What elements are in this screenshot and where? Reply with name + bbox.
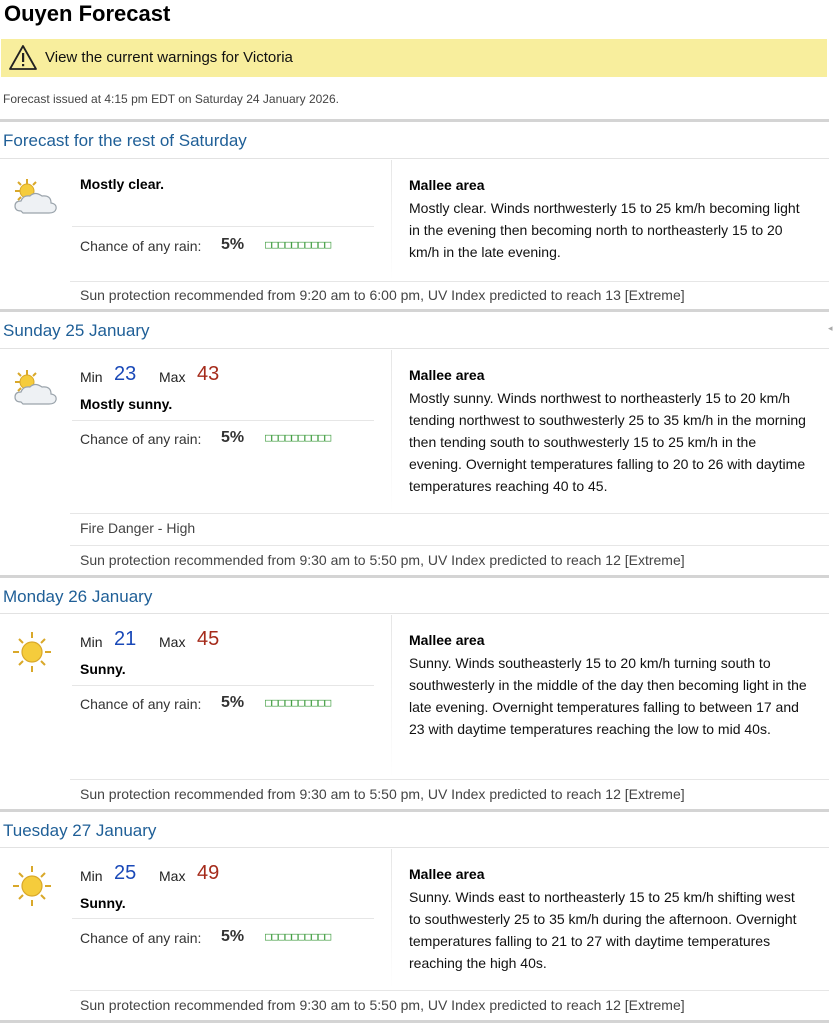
column-divider	[391, 350, 392, 512]
column-divider	[391, 615, 392, 777]
section-rule	[0, 575, 829, 578]
min-temp-label: Min	[80, 868, 103, 884]
rain-amount-boxes: □□□□□□□□□□	[265, 930, 332, 943]
precis-text: Mostly sunny.	[80, 396, 173, 412]
divider	[72, 685, 374, 686]
sunny-icon	[7, 864, 59, 908]
warnings-banner[interactable]	[1, 39, 827, 77]
min-temp-value: 21	[114, 628, 137, 650]
divider	[70, 545, 829, 546]
divider	[72, 918, 374, 919]
section-rule	[0, 309, 829, 312]
divider	[70, 513, 829, 514]
area-title: Mallee area	[409, 177, 485, 193]
heading-divider	[0, 613, 829, 614]
divider	[70, 281, 829, 282]
divider	[70, 779, 829, 780]
rain-chance-value: 5%	[221, 928, 245, 945]
divider	[72, 420, 374, 421]
day-heading: Forecast for the rest of Saturday	[3, 131, 247, 150]
min-temp-value: 25	[114, 862, 137, 884]
precis-text: Sunny.	[80, 661, 126, 677]
column-divider	[391, 849, 392, 989]
max-temp-value: 43	[197, 363, 220, 385]
heading-divider	[0, 847, 829, 848]
fire-danger-text: Fire Danger - High	[80, 520, 196, 536]
area-forecast-text: Sunny. Winds east to northeasterly 15 to 25 km/h shifting west to southwesterly 25 to 35 km/h during the afternoon. Overnight temperatures falling to 21 to 27 with daytime temperatures reaching the high 40s.	[409, 889, 797, 971]
max-temp-label: Max	[159, 634, 186, 650]
rain-chance-value: 5%	[221, 236, 245, 253]
day-heading: Sunday 25 January	[3, 321, 150, 340]
warnings-link[interactable]: View the current warnings for Victoria	[45, 49, 293, 66]
partly-cloudy-icon	[7, 366, 59, 410]
scroll-arrow-icon[interactable]: ◂	[828, 323, 833, 333]
precis-text: Sunny.	[80, 895, 126, 911]
rain-chance-value: 5%	[221, 694, 245, 711]
sun-protection-text: Sun protection recommended from 9:20 am to 6:00 pm, UV Index predicted to reach 13 [Extreme]	[80, 287, 685, 303]
min-temp-label: Min	[80, 634, 103, 650]
partly-cloudy-icon	[7, 175, 59, 219]
heading-divider	[0, 348, 829, 349]
section-rule	[0, 809, 829, 812]
sun-protection-text: Sun protection recommended from 9:30 am to 5:50 pm, UV Index predicted to reach 12 [Extreme]	[80, 997, 685, 1013]
sunny-icon	[7, 630, 59, 674]
forecast-issued-text: Forecast issued at 4:15 pm EDT on Saturday 24 January 2026.	[3, 92, 339, 106]
min-temp-value: 23	[114, 363, 137, 385]
area-forecast-text: Mostly clear. Winds northwesterly 15 to 25 km/h becoming light in the evening then becoming north to northeasterly 15 to 20 km/h in the late evening.	[409, 200, 800, 260]
precis-text: Mostly clear.	[80, 176, 165, 192]
section-rule	[0, 1020, 829, 1023]
divider	[72, 226, 374, 227]
area-forecast-text: Sunny. Winds southeasterly 15 to 20 km/h turning south to southwesterly in the middle of the day then becoming light in the late evening. Overnight temperatures falling to between 17 and 23 with daytime temperatures reaching the low to mid 40s.	[409, 655, 807, 737]
max-temp-label: Max	[159, 369, 186, 385]
area-forecast-text: Mostly sunny. Winds northwest to northeasterly 15 to 20 km/h tending northwest to southwesterly 25 to 35 km/h in the morning then tending south to southwesterly 15 to 25 km/h in the evening. Overnight temperatures falling to 20 to 26 with daytime temperatures reaching 40 to 45.	[409, 390, 806, 494]
area-title: Mallee area	[409, 367, 485, 383]
max-temp-label: Max	[159, 868, 186, 884]
divider	[70, 990, 829, 991]
warning-triangle-icon	[8, 44, 38, 72]
rain-chance-label: Chance of any rain:	[80, 238, 202, 254]
page-title: Ouyen Forecast	[4, 1, 171, 26]
area-title: Mallee area	[409, 866, 485, 882]
rain-amount-boxes: □□□□□□□□□□	[265, 238, 332, 251]
day-heading: Tuesday 27 January	[3, 821, 157, 840]
column-divider	[391, 160, 392, 280]
rain-amount-boxes: □□□□□□□□□□	[265, 431, 332, 444]
sun-protection-text: Sun protection recommended from 9:30 am to 5:50 pm, UV Index predicted to reach 12 [Extreme]	[80, 786, 685, 802]
rain-chance-label: Chance of any rain:	[80, 930, 202, 946]
heading-divider	[0, 158, 829, 159]
max-temp-value: 49	[197, 862, 220, 884]
max-temp-value: 45	[197, 628, 220, 650]
area-title: Mallee area	[409, 632, 485, 648]
rain-chance-value: 5%	[221, 429, 245, 446]
rain-amount-boxes: □□□□□□□□□□	[265, 696, 332, 709]
sun-protection-text: Sun protection recommended from 9:30 am to 5:50 pm, UV Index predicted to reach 12 [Extreme]	[80, 552, 685, 568]
rain-chance-label: Chance of any rain:	[80, 431, 202, 447]
rain-chance-label: Chance of any rain:	[80, 696, 202, 712]
day-heading: Monday 26 January	[3, 587, 153, 606]
min-temp-label: Min	[80, 369, 103, 385]
section-rule	[0, 119, 829, 122]
